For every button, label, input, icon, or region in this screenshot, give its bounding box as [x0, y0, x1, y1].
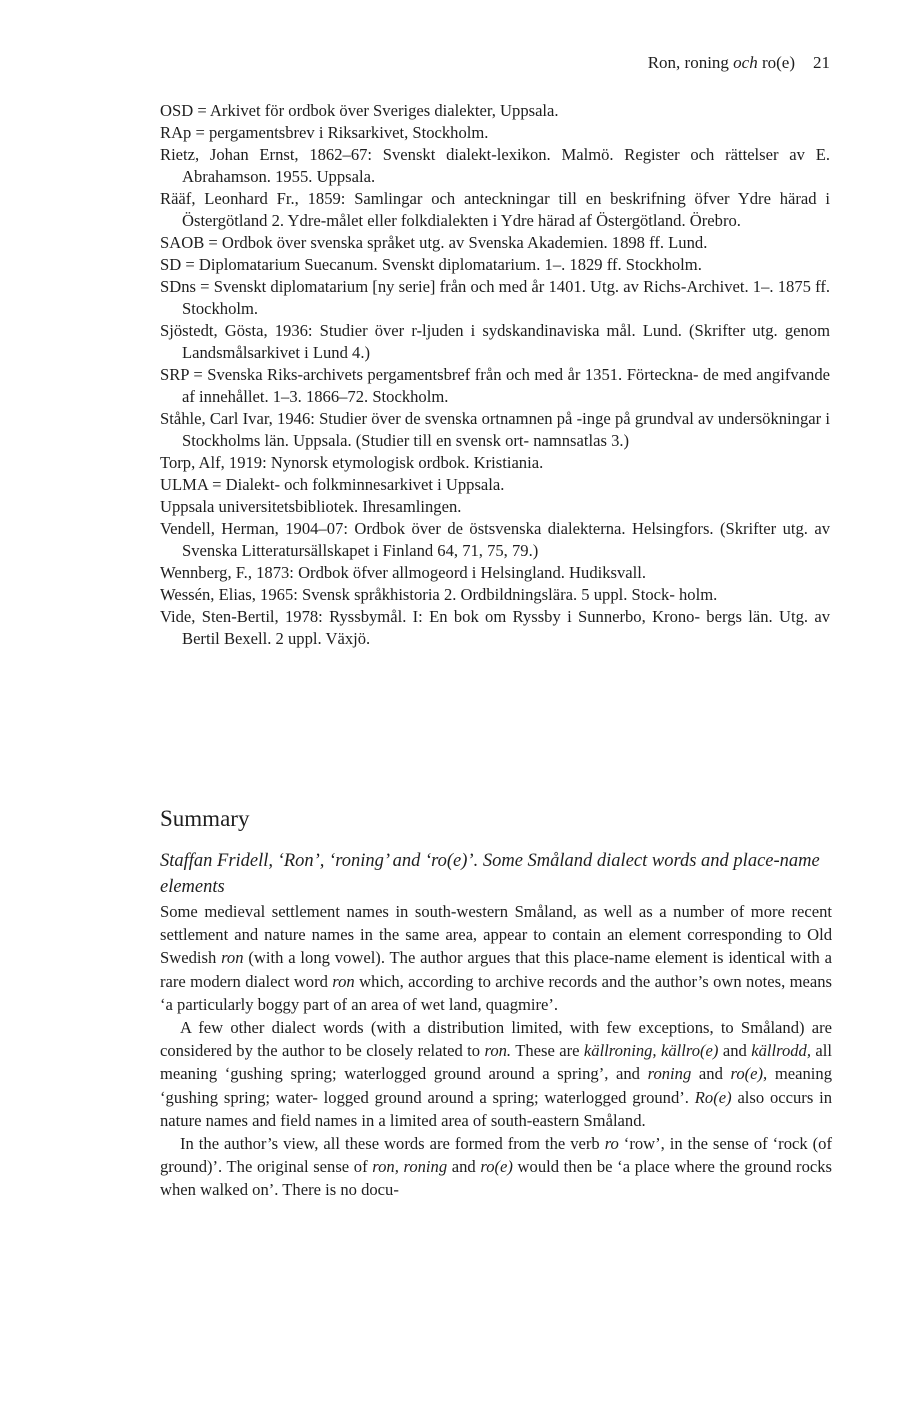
reference-entry: RAp = pergamentsbrev i Riksarkivet, Stockholm.: [160, 123, 489, 142]
reference-entry: Vide, Sten-Bertil, 1978: Ryssbymål. I: En bok om Ryssby i Sunnerbo, Krono- bergs län. Utg. av Bertil Bexell. 2 uppl. Växjö.: [160, 607, 830, 648]
summary-body: [160, 900, 832, 1202]
summary-paragraph-3: In the author’s view, all these words are formed from the verb ro ‘row’, in the sense of ‘rock (of ground)’. The original sense of ron, roning and ro(e) would then be ‘a place where the ground rocks when walked on’. There is no docu-: [160, 1134, 832, 1200]
reference-entry: ULMA = Dialekt- och folkminnesarkivet i Uppsala.: [160, 475, 505, 494]
reference-entry: SAOB = Ordbok över svenska språket utg. av Svenska Akademien. 1898 ff. Lund.: [160, 233, 708, 252]
reference-entry: Wessén, Elias, 1965: Svensk språkhistoria 2. Ordbildningslära. 5 uppl. Stock- holm.: [160, 585, 718, 604]
reference-entry: Torp, Alf, 1919: Nynorsk etymologisk ordbok. Kristiania.: [160, 453, 544, 472]
page-number: 21: [813, 53, 830, 72]
reference-entry: Rietz, Johan Ernst, 1862–67: Svenskt dialekt-lexikon. Malmö. Register och rättelser av E. Abrahamson. 1955. Uppsala.: [160, 145, 830, 186]
summary-paragraph-2: A few other dialect words (with a distribution limited, with few exceptions, to Småland) are considered by the author to be closely related to ron. These are källroning, källro(e) and källrodd, all meaning ‘gushing spring; waterlogged ground around a spring’, and roning and ro(e), meaning ‘gushing spring; water- logged ground around a spring; waterlogged ground’. Ro(e) also occurs in nature names and field names in a limited area of south-eastern Småland.: [160, 1018, 833, 1130]
running-head-title: Ron, roning och ro(e): [647, 53, 795, 72]
reference-entry: Sjöstedt, Gösta, 1936: Studier över r-ljuden i sydskandinaviska mål. Lund. (Skrifter utg. genom Landsmålsarkivet i Lund 4.): [160, 321, 830, 362]
reference-entry: SDns = Svenskt diplomatarium [ny serie] från och med år 1401. Utg. av Richs-Archivet. 1–. 1875 ff. Stockholm.: [160, 277, 830, 318]
reference-entry: SD = Diplomatarium Suecanum. Svenskt diplomatarium. 1–. 1829 ff. Stockholm.: [160, 255, 702, 274]
reference-entry: SRP = Svenska Riks-archivets pergamentsbref från och med år 1351. Förteckna- de med angifvande af innehållet. 1–3. 1866–72. Stockholm.: [160, 365, 830, 406]
running-head: [160, 52, 830, 74]
reference-entry: Uppsala universitetsbibliotek. Ihresamlingen.: [160, 497, 462, 516]
reference-entry: Rääf, Leonhard Fr., 1859: Samlingar och anteckningar till en beskrifning öfver Ydre härad i Östergötland 2. Ydre-målet eller folkdialekten i Ydre härad af Östergötland. Örebro.: [160, 189, 830, 230]
reference-entry: Ståhle, Carl Ivar, 1946: Studier över de svenska ortnamnen på -inge på grundval av undersökningar i Stockholms län. Uppsala. (Studier till en svensk ort- namnsatlas 3.): [160, 409, 830, 450]
reference-entry: OSD = Arkivet för ordbok över Sveriges dialekter, Uppsala.: [160, 101, 559, 120]
reference-entry: Wennberg, F., 1873: Ordbok öfver allmogeord i Helsingland. Hudiksvall.: [160, 563, 647, 582]
summary-heading: Summary: [160, 806, 250, 831]
summary-subtitle: Staffan Fridell, ‘Ron’, ‘roning’ and ‘ro(e)’. Some Småland dialect words and place-name elements: [160, 851, 820, 897]
reference-entry: Vendell, Herman, 1904–07: Ordbok över de östsvenska dialekterna. Helsingfors. (Skrifter utg. av Svenska Litteratursällskapet i Finland 64, 71, 75, 79.): [160, 519, 830, 560]
summary-paragraph-1: Some medieval settlement names in south-western Småland, as well as a number of more recent settlement and nature names in the same area, appear to contain an element corresponding to Old Swedish ron (with a long vowel). The author argues that this place-name element is identical with a rare modern dialect word ron which, according to archive records and the author’s own notes, means ‘a particularly boggy part of an area of wet land, quagmire’.: [160, 902, 832, 1014]
reference-list: [160, 100, 830, 650]
